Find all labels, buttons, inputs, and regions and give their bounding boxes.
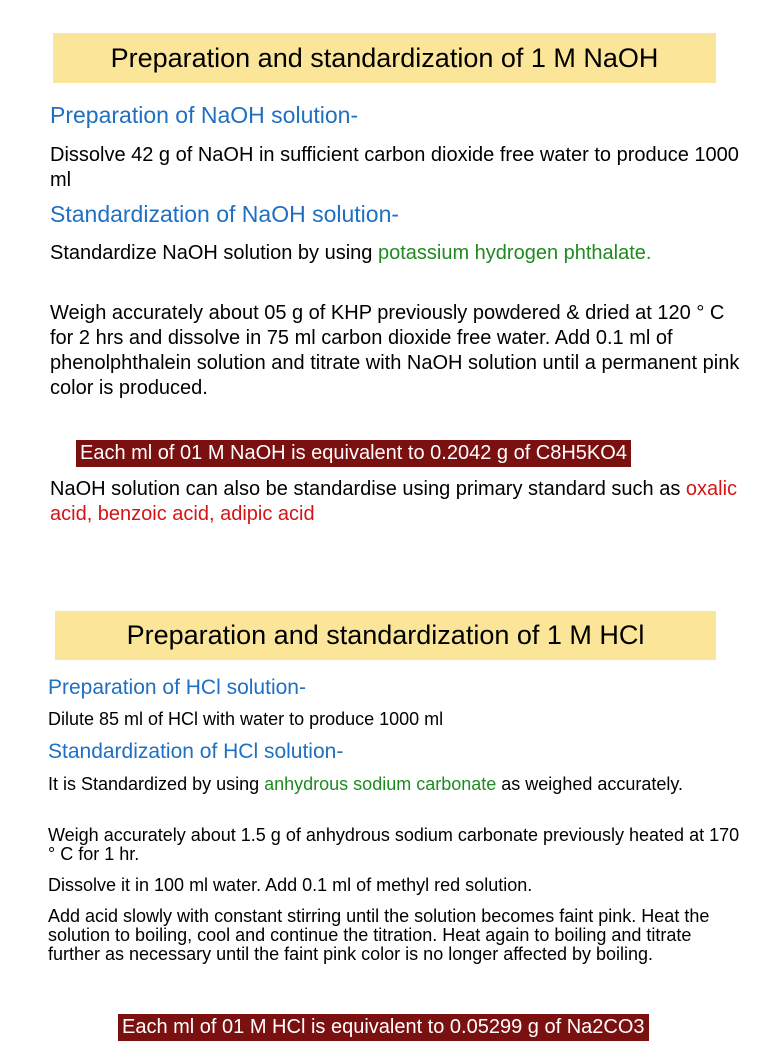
hcl-equivalence-band: Each ml of 01 M HCl is equivalent to 0.05299 g of Na2CO3 (118, 1014, 649, 1041)
hcl-std-text-pre: It is Standardized by using (48, 774, 265, 794)
naoh-also-text (50, 477, 740, 527)
hcl-title: Preparation and standardization of 1 M HCl (126, 620, 645, 650)
hcl-std-heading: Standardization of HCl solution- (48, 740, 344, 763)
naoh-title: Preparation and standardization of 1 M NaOH (110, 42, 659, 73)
naoh-title-box (53, 33, 716, 83)
hcl-std-text (48, 775, 748, 794)
hcl-weigh-text: Weigh accurately about 1.5 g of anhydrous sodium carbonate previously heated at 170 ° C for 1 hr. (48, 825, 740, 864)
naoh-alternative-standards: oxalic acid, benzoic acid, adipic acid (50, 478, 738, 525)
naoh-prep-text: Dissolve 42 g of NaOH in sufficient carbon dioxide free water to produce 1000 ml (50, 144, 739, 191)
naoh-weigh-text: Weigh accurately about 05 g of KHP previously powdered & dried at 120 ° C for 2 hrs and dissolve in 75 ml carbon dioxide free water. Add 0.1 ml of phenolphthalein solution and titrate with NaOH solution until a permanent pink color is produced. (50, 302, 740, 399)
naoh-prep-heading: Preparation of NaOH solution- (50, 102, 359, 128)
naoh-equivalence-band: Each ml of 01 M NaOH is equivalent to 0.2042 g of C8H5KO4 (76, 440, 631, 467)
hcl-std-reagent: anhydrous sodium carbonate (264, 774, 497, 794)
hcl-prep-text: Dilute 85 ml of HCl with water to produce 1000 ml (48, 709, 444, 729)
hcl-titrate-text: Add acid slowly with constant stirring until the solution becomes faint pink. Heat the solution to boiling, cool and continue the titration. Heat again to boiling and titrate further as necessary until the faint pink color is no longer affected by boiling. (48, 906, 710, 964)
naoh-std-text (50, 241, 740, 266)
naoh-std-heading: Standardization of NaOH solution- (50, 201, 400, 227)
hcl-prep-heading: Preparation of HCl solution- (48, 676, 306, 699)
hcl-dissolve-text: Dissolve it in 100 ml water. Add 0.1 ml of methyl red solution. (48, 875, 533, 895)
hcl-std-text-post: as weighed accurately. (496, 774, 684, 794)
hcl-title-box (55, 611, 716, 660)
naoh-std-text-pre: Standardize NaOH solution by using (50, 242, 378, 264)
naoh-also-text-pre: NaOH solution can also be standardise using primary standard such as (50, 478, 686, 500)
naoh-std-reagent: potassium hydrogen phthalate. (377, 242, 652, 264)
